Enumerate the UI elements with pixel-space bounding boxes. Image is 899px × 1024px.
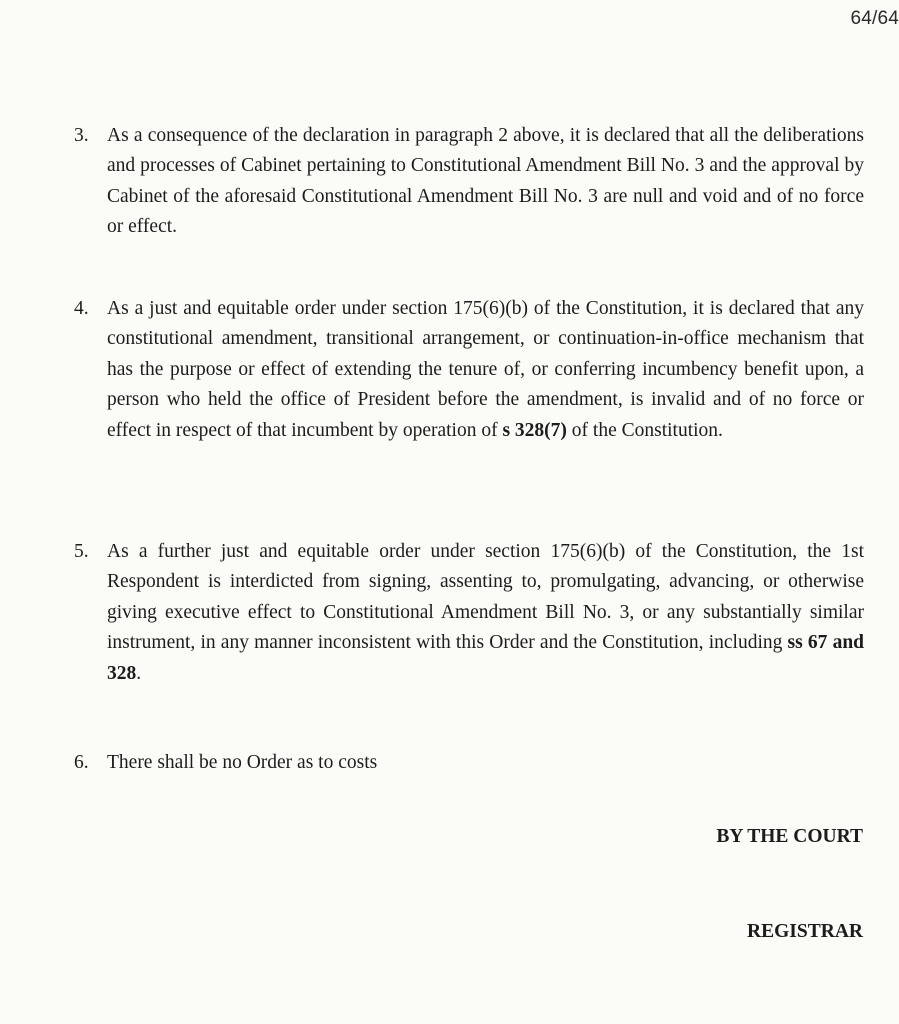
paragraph-number: 6.	[74, 752, 89, 773]
paragraph-number: 4.	[74, 298, 89, 319]
by-the-court-label: BY THE COURT	[716, 826, 863, 847]
page-counter: 64/64	[850, 8, 899, 29]
paragraph-3	[74, 121, 864, 243]
paragraph-text-part: of the Constitution.	[566, 419, 723, 441]
paragraph-5	[74, 537, 864, 689]
paragraph-text-part: As a further just and equitable order under section 175(6)(b) of the Constitution, the 1st Respondent is interdicted from signing, assenting to, promulgating, advancing, or otherwise giving executive effect to Constitutional Amendment Bill No. 3, or any substantially similar instrument, in any manner inconsistent with this Order and the Constitution, including	[107, 541, 864, 654]
section-reference: ss 67 and 328	[107, 632, 865, 684]
paragraph-text	[107, 294, 864, 446]
paragraph-text: As a consequence of the declaration in paragraph 2 above, it is declared that all the deliberations and processes of Cabinet pertaining to Constitutional Amendment Bill No. 3 and the approval by Cabinet of the aforesaid Constitutional Amendment Bill No. 3 are null and void and of no force or effect.	[107, 125, 864, 238]
registrar-label: REGISTRAR	[747, 921, 863, 942]
section-reference: s 328(7)	[502, 419, 567, 441]
paragraph-text-part: As a just and equitable order under section 175(6)(b) of the Constitution, it is declared that any constitutional amendment, transitional arrangement, or continuation-in-office mechanism that has the purpose or effect of extending the tenure of, or conferring incumbency benefit upon, a person who held the office of President before the amendment, is invalid and of no force or effect in respect of that incumbent by operation of	[107, 298, 864, 441]
paragraph-number: 5.	[74, 541, 89, 562]
paragraph-text-part: .	[136, 662, 142, 684]
paragraph-number: 3.	[74, 125, 89, 146]
paragraph-text	[107, 537, 864, 689]
paragraph-6	[74, 748, 864, 778]
paragraph-4	[74, 294, 864, 446]
paragraph-text: There shall be no Order as to costs	[107, 752, 378, 773]
